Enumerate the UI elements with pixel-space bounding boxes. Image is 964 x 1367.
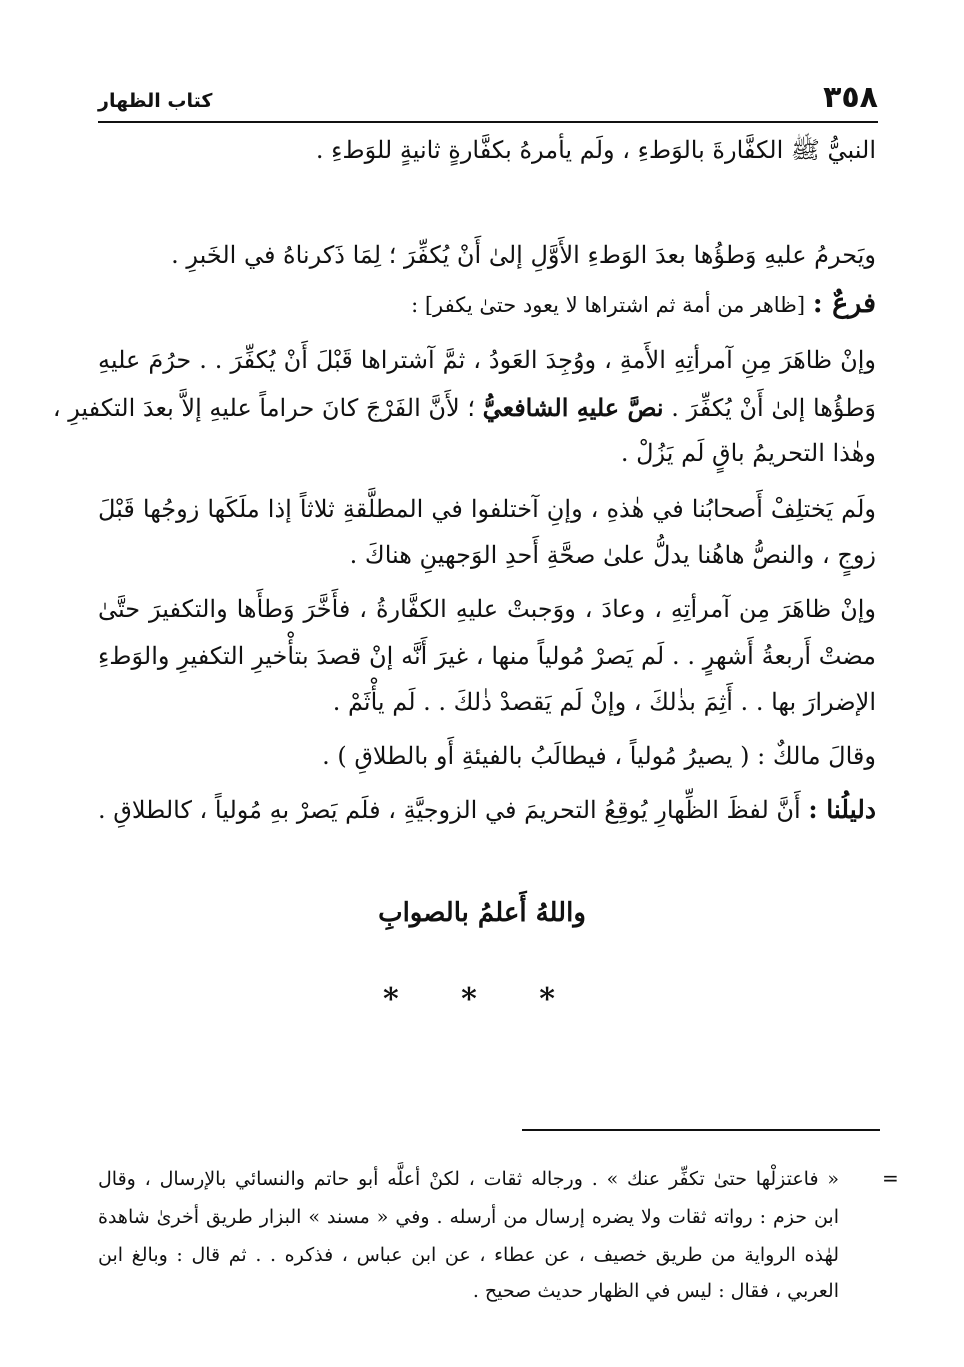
running-title: كتاب الظهار	[98, 90, 213, 112]
footnote-line: « فاعتزلْها حتىٰ تكفِّر عنك » . ورجاله ثقات ، لكنْ أعلَّه أبو حاتم والنسائي بالإرسال ، وقال	[98, 1168, 839, 1190]
evidence-text: أَنَّ لفظَ الظِّهارِ يُوقِعُ التحريمَ في الزوجيَّةِ ، فلَم يَصرْ بهِ مُولياً ، كالطلاقِ .	[97, 796, 801, 824]
body-line: الإضرارَ بها . . أَثِمَ بذٰلكَ ، وإنْ لَم يَقصدْ ذٰلكَ . . لَم يأْثَمْ .	[332, 688, 876, 716]
body-line: مضتْ أَربعةُ أَشهرٍ . . لَم يَصرْ مُولياً منها ، غيرَ أَنَّه إنْ قصدَ بتأْخيرِ التكفيرِ والوَطءِ	[98, 642, 876, 670]
shafii-citation: نصَّ عليهِ الشافعيُّ	[482, 393, 664, 422]
body-line: النبيُّ ﷺ الكفَّارةَ بالوَطءِ ، ولَم يأمرهُ بكفَّارةٍ ثانيةٍ للوَطءِ .	[315, 136, 876, 164]
footnote-line: العربي ، فقال : ليس في الظهار حديث صحيح .	[472, 1280, 839, 1302]
section-heading	[98, 284, 876, 328]
body-line: ويَحرمُ عليهِ وَطؤُها بعدَ الوَطءِ الأَوَّلِ إلىٰ أَنْ يُكفِّرَ ؛ لِمَا ذَكرناهُ في الخَبرِ .	[171, 241, 876, 269]
evidence-line	[98, 790, 876, 834]
body-line: وهٰذا التحريمُ باقٍ لَم يَزُلْ .	[620, 439, 876, 467]
closing-phrase: واللهُ أَعلمُ بالصوابِ	[378, 898, 586, 928]
body-line: زوجٍ ، والنصُّ هاهُنا يدلُّ علىٰ صحَّةِ أَحدِ الوَجهينِ هناكَ .	[349, 541, 876, 569]
body-line-part: وَطؤُها إلىٰ أَنْ يُكفِّرَ .	[671, 394, 876, 422]
footnote-line: ابن حزم : رواته ثقات ولا يضره إرسال من أرسله . وفي « مسند » البزار طريق أخرىٰ شاهدة	[98, 1206, 839, 1228]
page-header	[98, 80, 878, 120]
branch-label: فرعٌ :	[812, 288, 876, 319]
section-end-stars: * * *	[383, 982, 581, 1017]
footnote-continuation-marker: =	[882, 1166, 899, 1190]
body-line-part: ؛ لأَنَّ الفَرْجَ كانَ حراماً عليهِ إلاَّ بعدَ التكفيرِ ،	[52, 394, 475, 422]
page-number: ٣٥٨	[823, 80, 878, 115]
body-line: وقالَ مالكٌ : ( يصيرُ مُولياً ، فيطالَبُ بالفيئةِ أَو بالطلاقِ ) .	[322, 742, 876, 770]
body-line-composite	[52, 388, 876, 432]
footnote-divider	[522, 1129, 880, 1131]
footnote-line: لهٰذه الرواية من طريق خصيف ، عن عطاء ، عن ابن عباس ، فذكره . . ثم قال : وبالغ ابن	[98, 1244, 839, 1266]
header-divider	[98, 121, 878, 123]
body-line: وإنْ ظاهَرَ مِنِ آمرأتِهِ الأَمةِ ، ووُجِدَ العَودُ ، ثمَّ آشتراها قَبْلَ أَنْ يُكفِّرَ . . حرُمَ عليهِ	[98, 346, 876, 374]
evidence-label: دليلُنا :	[808, 795, 876, 824]
section-title: [ظاهر من أمة ثم اشتراها لا يعود حتىٰ يكفر] :	[411, 293, 806, 317]
body-line: ولَم يَختلِفْ أَصحابُنا في هٰذهِ ، وإنِ آختلفوا في المطلَّقةِ ثلاثاً إذا ملَكَها زوجُها قَبْلَ	[98, 495, 876, 523]
body-line: وإنْ ظاهَرَ مِن آمرأتِهِ ، وعادَ ، ووَجبتْ عليهِ الكفَّارةُ ، فأَخَّرَ وَطأَها والتكفيرَ حتَّىٰ	[98, 595, 876, 623]
